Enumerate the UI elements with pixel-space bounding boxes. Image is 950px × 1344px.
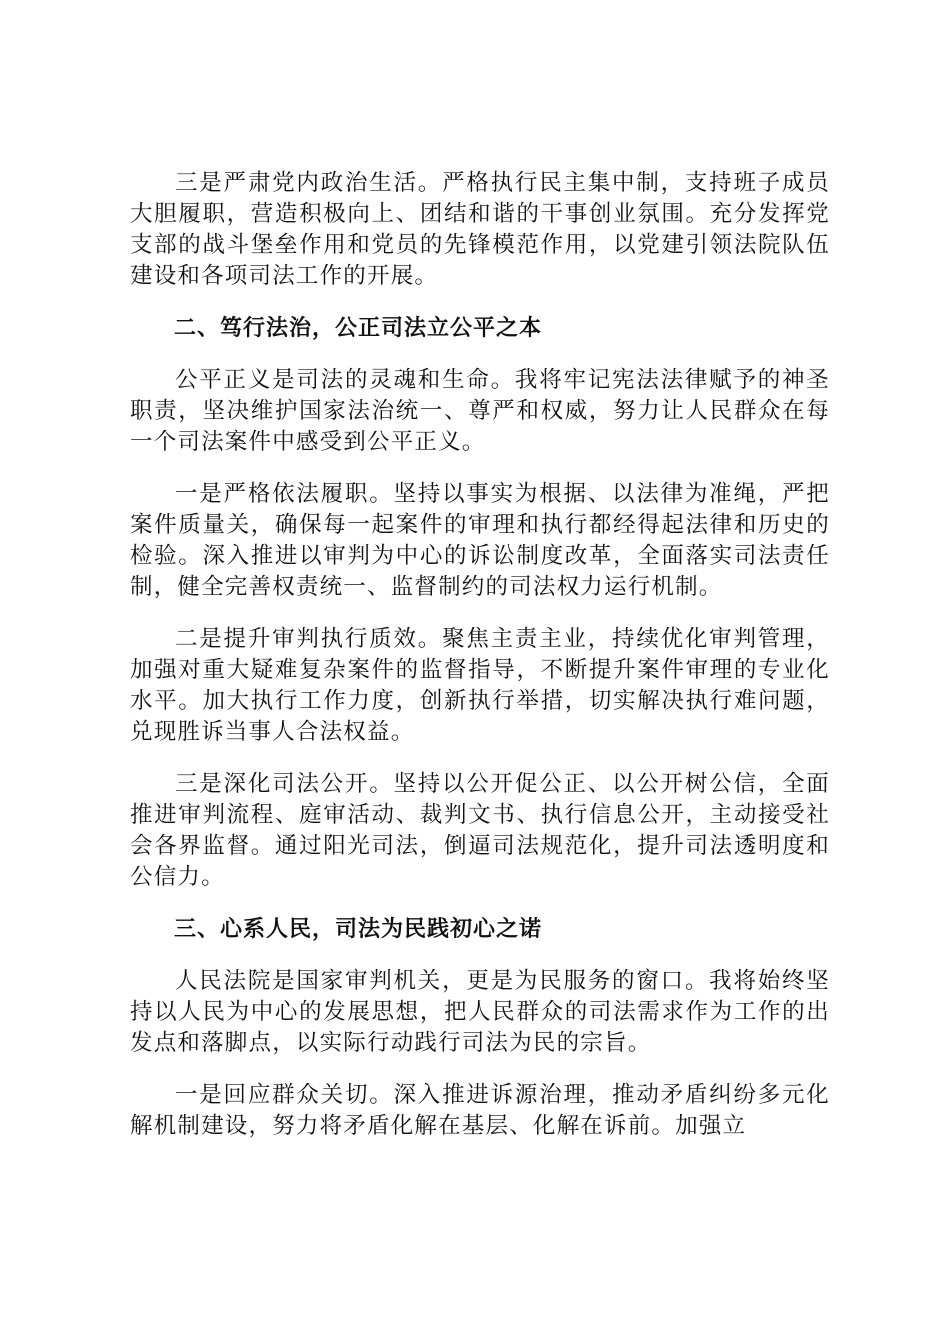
- section-heading-serve-people: 三、心系人民，司法为民践初心之诺: [174, 917, 543, 942]
- paragraph-public-concerns: 一是回应群众关切。深入推进诉源治理，推动矛盾纠纷多元化解机制建设，努力将矛盾化解在基层、化解在诉前。加强立: [130, 1082, 830, 1139]
- document-body: [130, 168, 830, 1163]
- paragraph-trial-efficiency: 二是提升审判执行质效。聚焦主责主业，持续优化审判管理，加强对重大疑难复杂案件的监督指导，不断提升案件审理的专业化水平。加大执行工作力度，创新执行举措，切实解决执行难问题，兑现胜诉当事人合法权益。: [130, 626, 830, 745]
- section-heading-rule-of-law: 二、笃行法治，公正司法立公平之本: [174, 316, 543, 341]
- paragraph-fairness-intro: 公平正义是司法的灵魂和生命。我将牢记宪法法律赋予的神圣职责，坚决维护国家法治统一、尊严和权威，努力让人民群众在每一个司法案件中感受到公平正义。: [130, 367, 830, 455]
- paragraph-party-life: 三是严肃党内政治生活。严格执行民主集中制，支持班子成员大胆履职，营造积极向上、团结和谐的干事创业氛围。充分发挥党支部的战斗堡垒作用和党员的先锋模范作用，以党建引领法院队伍建设和各项司法工作的开展。: [130, 170, 830, 289]
- paragraph-strict-duty: 一是严格依法履职。坚持以事实为根据、以法律为准绳，严把案件质量关，确保每一起案件的审理和执行都经得起法律和历史的检验。深入推进以审判为中心的诉讼制度改革，全面落实司法责任制，健全完善权责统一、监督制约的司法权力运行机制。: [130, 481, 830, 600]
- paragraph-judicial-openness: 三是深化司法公开。坚持以公开促公正、以公开树公信，全面推进审判流程、庭审活动、裁判文书、执行信息公开，主动接受社会各界监督。通过阳光司法，倒逼司法规范化，提升司法透明度和公信力。: [130, 771, 830, 890]
- paragraph-people-court: 人民法院是国家审判机关，更是为民服务的窗口。我将始终坚持以人民为中心的发展思想，把人民群众的司法需求作为工作的出发点和落脚点，以实际行动践行司法为民的宗旨。: [130, 968, 830, 1056]
